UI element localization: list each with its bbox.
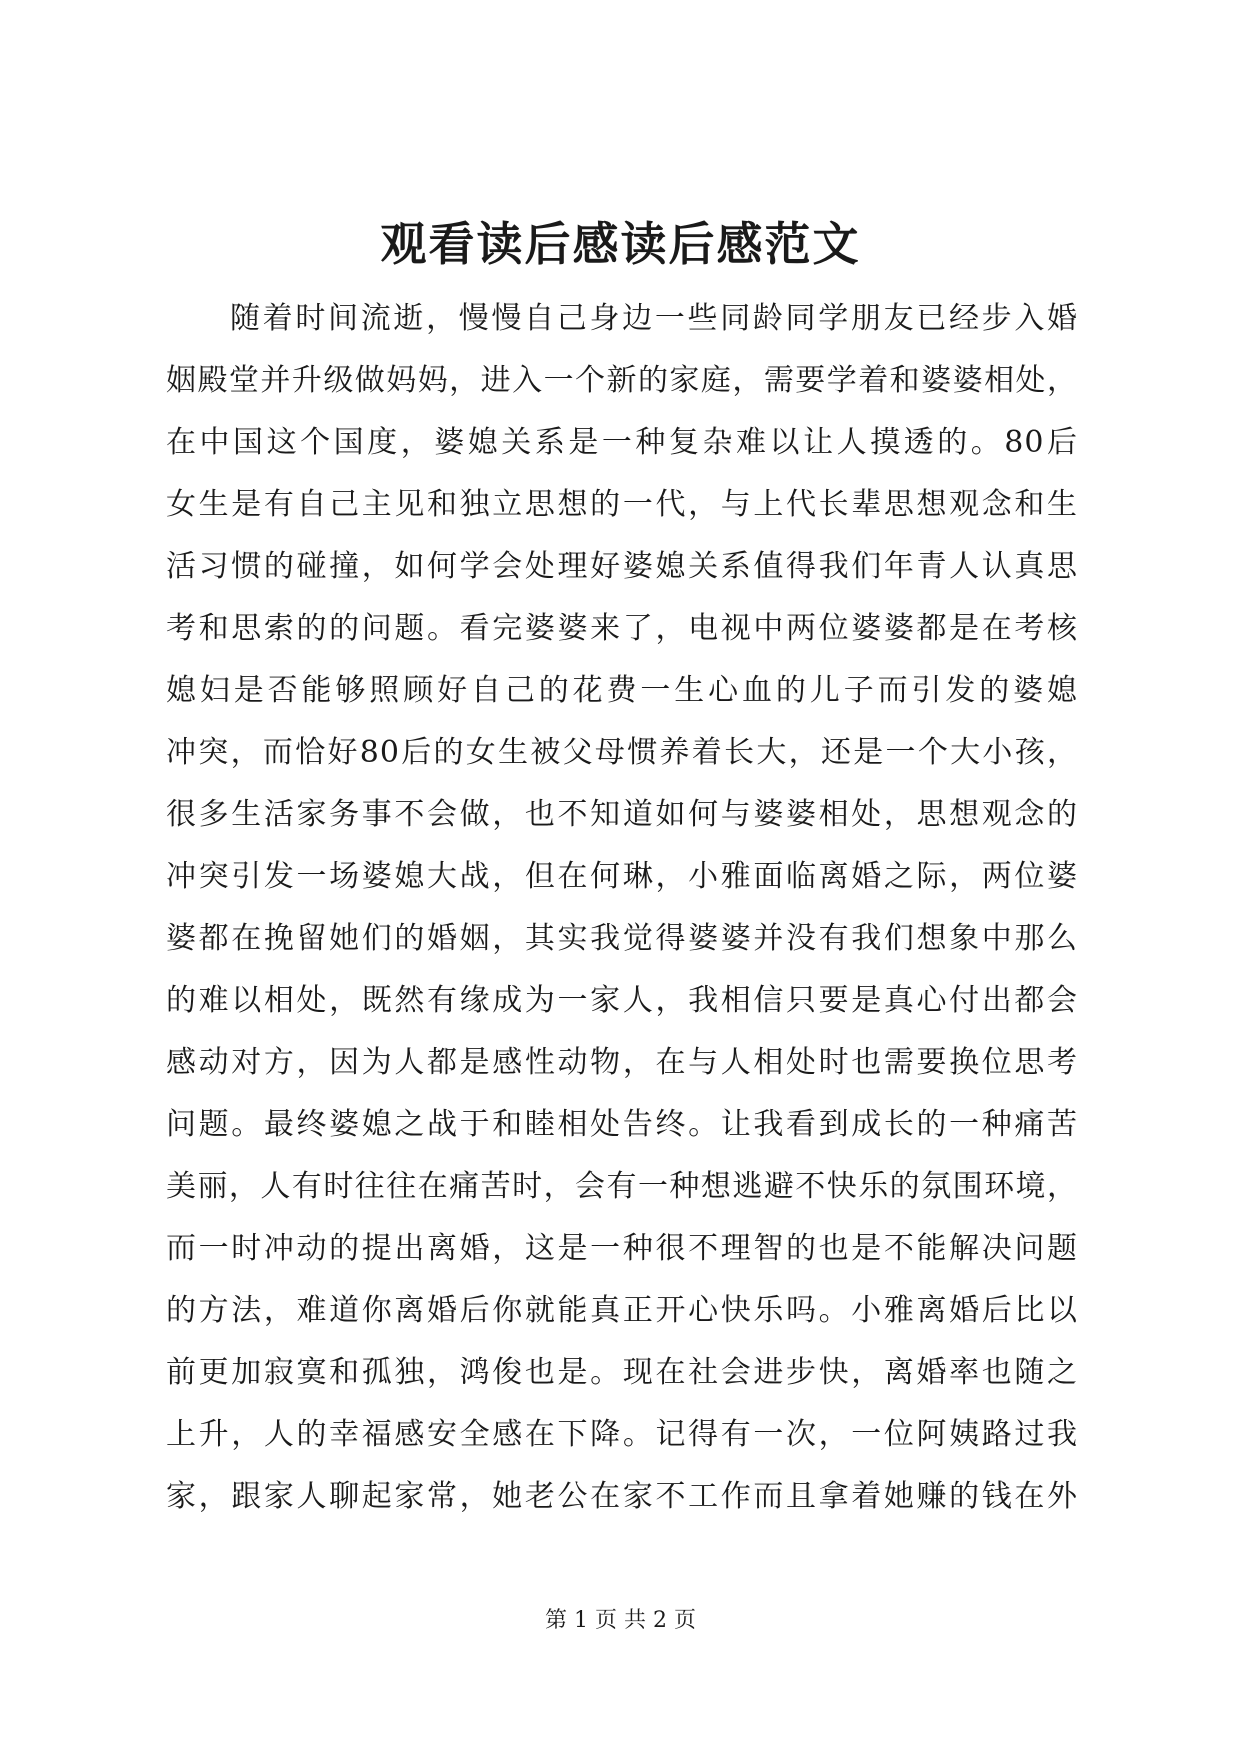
text-line: 前更加寂寞和孤独，鸿俊也是。现在社会进步快，离婚率也随之 bbox=[166, 1355, 1078, 1390]
text-line: 冲突，而恰好80后的女生被父母惯养着长大，还是一个大小孩， bbox=[166, 735, 1078, 770]
text-line: 在中国这个国度，婆媳关系是一种复杂难以让人摸透的。80后 bbox=[166, 425, 1078, 460]
text-line: 问题。最终婆媳之战于和睦相处告终。让我看到成长的一种痛苦 bbox=[166, 1107, 1078, 1142]
text-line: 活习惯的碰撞，如何学会处理好婆媳关系值得我们年青人认真思 bbox=[166, 549, 1078, 584]
text-line: 的难以相处，既然有缘成为一家人，我相信只要是真心付出都会 bbox=[166, 983, 1078, 1018]
text-line: 的方法，难道你离婚后你就能真正开心快乐吗。小雅离婚后比以 bbox=[166, 1293, 1078, 1328]
body-paragraph bbox=[166, 288, 1078, 1528]
text-line: 美丽，人有时往往在痛苦时，会有一种想逃避不快乐的氛围环境， bbox=[166, 1169, 1078, 1204]
text-line: 媳妇是否能够照顾好自己的花费一生心血的儿子而引发的婆媳 bbox=[166, 673, 1078, 708]
text-line: 而一时冲动的提出离婚，这是一种很不理智的也是不能解决问题 bbox=[166, 1231, 1078, 1266]
page-footer: 第 1 页 共 2 页 bbox=[545, 1608, 696, 1633]
text-line: 婆都在挽留她们的婚姻，其实我觉得婆婆并没有我们想象中那么 bbox=[166, 921, 1078, 956]
text-line: 很多生活家务事不会做，也不知道如何与婆婆相处，思想观念的 bbox=[166, 797, 1078, 832]
text-line: 姻殿堂并升级做妈妈，进入一个新的家庭，需要学着和婆婆相处， bbox=[166, 363, 1078, 398]
text-line: 女生是有自己主见和独立思想的一代，与上代长辈思想观念和生 bbox=[166, 487, 1078, 522]
text-line: 随着时间流逝，慢慢自己身边一些同龄同学朋友已经步入婚 bbox=[230, 301, 1078, 336]
page-title: 观看读后感读后感范文 bbox=[380, 217, 861, 271]
text-line: 上升，人的幸福感安全感在下降。记得有一次，一位阿姨路过我 bbox=[166, 1417, 1078, 1452]
text-line: 冲突引发一场婆媳大战，但在何琳，小雅面临离婚之际，两位婆 bbox=[166, 859, 1078, 894]
text-line: 家，跟家人聊起家常，她老公在家不工作而且拿着她赚的钱在外 bbox=[166, 1479, 1078, 1514]
text-line: 考和思索的的问题。看完婆婆来了，电视中两位婆婆都是在考核 bbox=[166, 611, 1078, 646]
text-line: 感动对方，因为人都是感性动物，在与人相处时也需要换位思考 bbox=[166, 1045, 1078, 1080]
